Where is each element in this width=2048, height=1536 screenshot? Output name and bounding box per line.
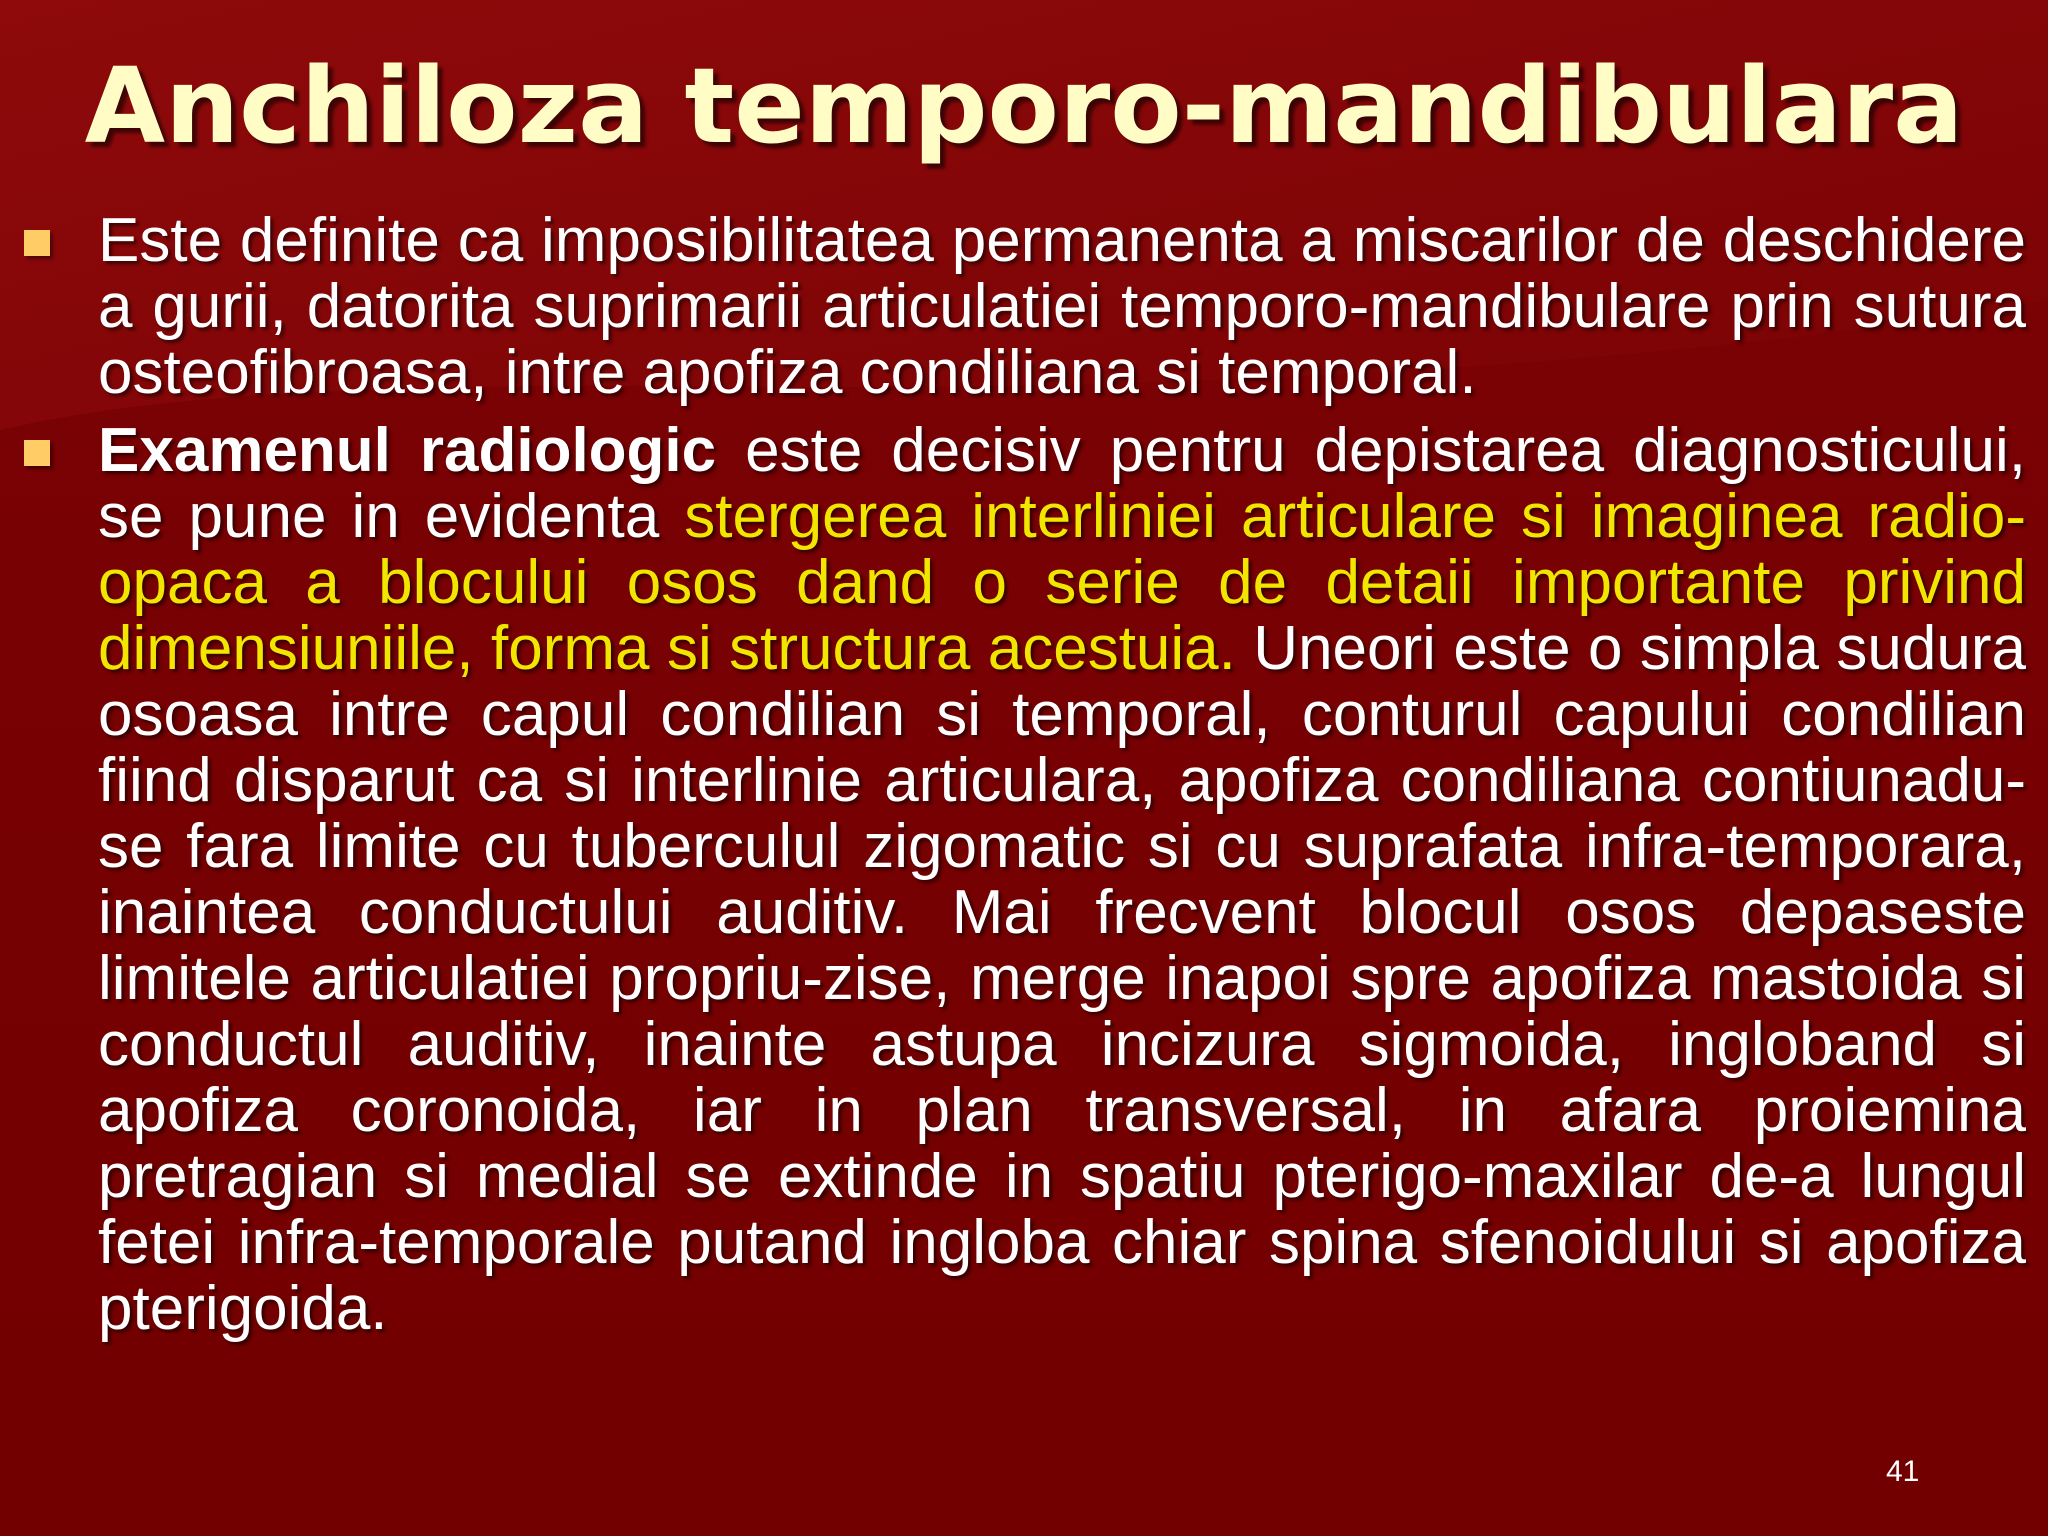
bullet-list xyxy=(98,208,2026,1354)
square-bullet-icon xyxy=(24,440,50,466)
bold-lead: Examenul radiologic xyxy=(98,416,717,485)
radiology-text-detail: Uneori este o simpla sudura osoasa intre capul condilian si temporal, conturul capului condilian fiind disparut ca si interlinie articulara, apofiza condiliana contiunadu-se fara limite cu tuberculul zigomatic si cu suprafata infra-temporara, inaintea conductului auditiv. Mai frecvent blocul osos depaseste limitele articulatiei propriu-zise, merge inapoi spre apofiza mastoida si conductul auditiv, inainte astupa incizura sigmoida, ingloband si apofiza coronoida, iar in plan transversal, in afara proiemina pretragian si medial se extinde in spatiu pterigo-maxilar de-a lungul fetei infra-temporale putand ingloba chiar spina sfenoidului si apofiza pterigoida. xyxy=(98,614,2026,1343)
bullet-item-radiology xyxy=(98,418,2026,1342)
bullet-item-definition xyxy=(98,208,2026,406)
definition-text: Este definite ca imposibilitatea permanenta a miscarilor de deschidere a gurii, datorita suprimarii articulatiei temporo-mandibulare prin sutura osteofibroasa, intre apofiza condiliana si temporal. xyxy=(98,206,2026,407)
page-number: 41 xyxy=(1886,1455,1920,1488)
radiology-text-intro: este decisiv pentru depistarea diagnosticului, se pune in evidenta xyxy=(98,416,2026,551)
highlighted-text: stergerea interliniei articulare si imaginea radio-opaca a blocului osos dand o serie de detaii importante privind dimensiuniile, forma si structura acestuia. xyxy=(98,482,2026,683)
square-bullet-icon xyxy=(24,230,50,256)
slide-title: Anchiloza temporo-mandibulara xyxy=(84,45,1964,167)
